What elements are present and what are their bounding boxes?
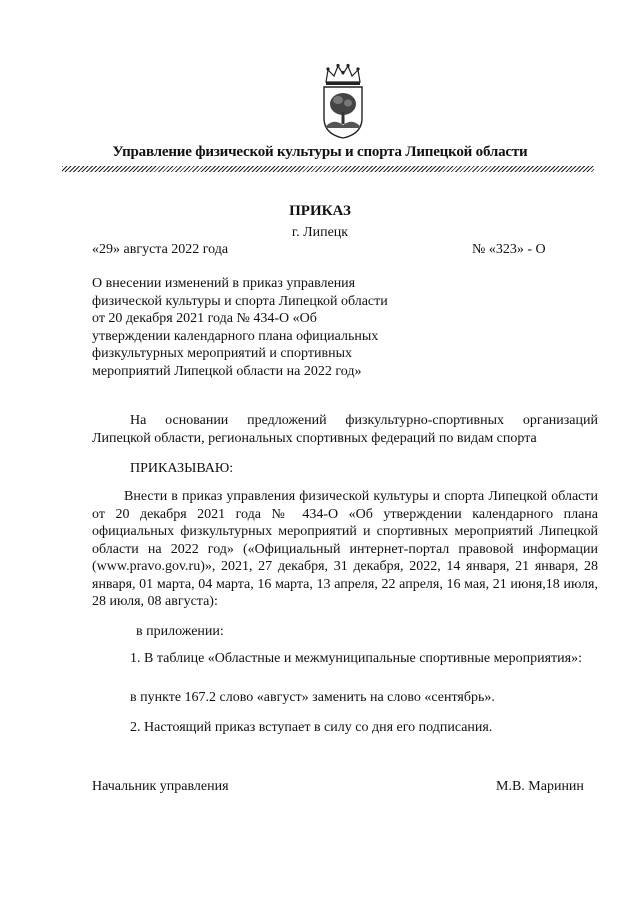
item-1-sub: в пункте 167.2 слово «август» заменить на слово «сентябрь». xyxy=(130,690,495,705)
header-divider xyxy=(62,166,594,172)
order-number: № «323» - О xyxy=(472,242,546,257)
order-word: ПРИКАЗЫВАЮ: xyxy=(130,461,234,476)
order-date: «29» августа 2022 года xyxy=(92,242,229,257)
signatory-name: М.В. Маринин xyxy=(496,779,584,794)
item-2: 2. Настоящий приказ вступает в силу со дня его подписания. xyxy=(130,720,493,735)
order-subject: О внесении изменений в приказ управления физической культуры и спорта Липецкой области от 20 декабря 2021 года № 434-О «Об утверждении календарного плана официальных физкультурных мероприятий и спортивных мероприятий Липецкой области на 2022 год» xyxy=(92,276,388,379)
lipetsk-coat-of-arms-icon xyxy=(316,62,370,140)
city: г. Липецк xyxy=(291,225,349,240)
amendment-paragraph: Внести в приказ управления физической культуры и спорта Липецкой области от 20 декабря 2021 года № 434-О «Об утверждении календарного плана официальных физкультурных мероприятий и спортивных мероприятий Липецкой области на 2022 год» («Официальный интернет-портал правовой информации (www.pravo.gov.ru)», 2021, 27 декабря, 31 декабря, 2022, 14 января, 21 января, 28 января, 01 марта, 04 марта, 16 марта, 13 апреля, 22 апреля, 16 мая, 21 июня,18 июля, 28 июля, 08 августа): xyxy=(92,489,598,609)
annex-line: в приложении: xyxy=(136,624,224,639)
signatory-position: Начальник управления xyxy=(92,779,229,794)
organization-name: Управление физической культуры и спорта Липецкой области xyxy=(112,144,528,160)
item-1: 1. В таблице «Областные и межмуниципальные спортивные мероприятия»: xyxy=(130,651,582,666)
document-title: ПРИКАЗ xyxy=(289,203,351,219)
basis-paragraph: На основании предложений физкультурно-спортивных организаций Липецкой области, региональных спортивных федераций по видам спорта xyxy=(92,413,598,446)
